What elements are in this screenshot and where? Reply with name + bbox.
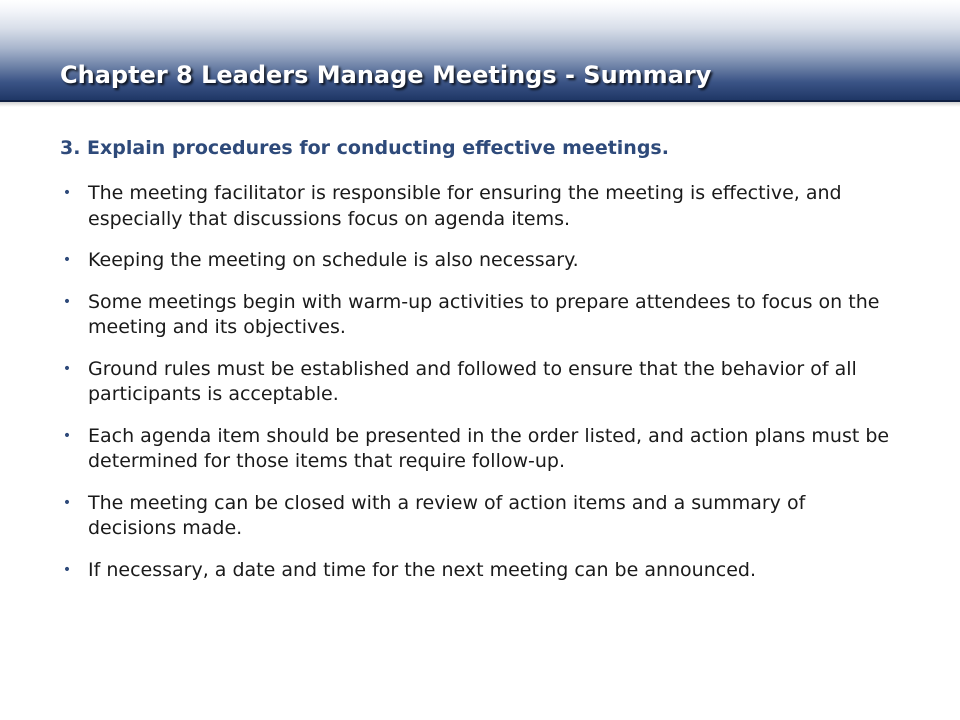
bullet-text: If necessary, a date and time for the next meeting can be announced. bbox=[88, 558, 756, 581]
bullet-item bbox=[60, 491, 890, 542]
slide-subtitle: 3. Explain procedures for conducting effective meetings. bbox=[60, 137, 669, 159]
bullet-item bbox=[60, 558, 890, 584]
slide-title: Chapter 8 Leaders Manage Meetings - Summary bbox=[60, 61, 712, 89]
bullet-text: Ground rules must be established and followed to ensure that the behavior of all participants is acceptable. bbox=[88, 357, 857, 405]
bullet-item bbox=[60, 248, 890, 274]
bullet-marker: • bbox=[62, 185, 72, 201]
bullet-marker: • bbox=[62, 494, 72, 511]
bullet-marker: • bbox=[62, 561, 72, 578]
bullet-item bbox=[60, 424, 890, 475]
bullet-text: Each agenda item should be presented in the order listed, and action plans must be determined for those items that require follow-up. bbox=[88, 424, 890, 472]
bullet-item bbox=[60, 181, 890, 232]
bullet-text: The meeting can be closed with a review of action items and a summary of decisions made. bbox=[88, 491, 806, 539]
header-shadow bbox=[0, 102, 960, 107]
bullet-text: The meeting facilitator is responsible for ensuring the meeting is effective, and especially that discussions focus on agenda items. bbox=[88, 182, 842, 230]
bullet-text: Keeping the meeting on schedule is also necessary. bbox=[88, 249, 579, 271]
bullet-item bbox=[60, 290, 890, 341]
bullet-list bbox=[60, 181, 890, 599]
bullet-marker: • bbox=[62, 427, 72, 444]
bullet-marker: • bbox=[62, 293, 72, 310]
bullet-text: Some meetings begin with warm-up activities to prepare attendees to focus on the meeting and its objectives. bbox=[88, 290, 880, 338]
bullet-item bbox=[60, 357, 890, 408]
bullet-marker: • bbox=[62, 252, 72, 268]
bullet-marker: • bbox=[62, 360, 72, 377]
